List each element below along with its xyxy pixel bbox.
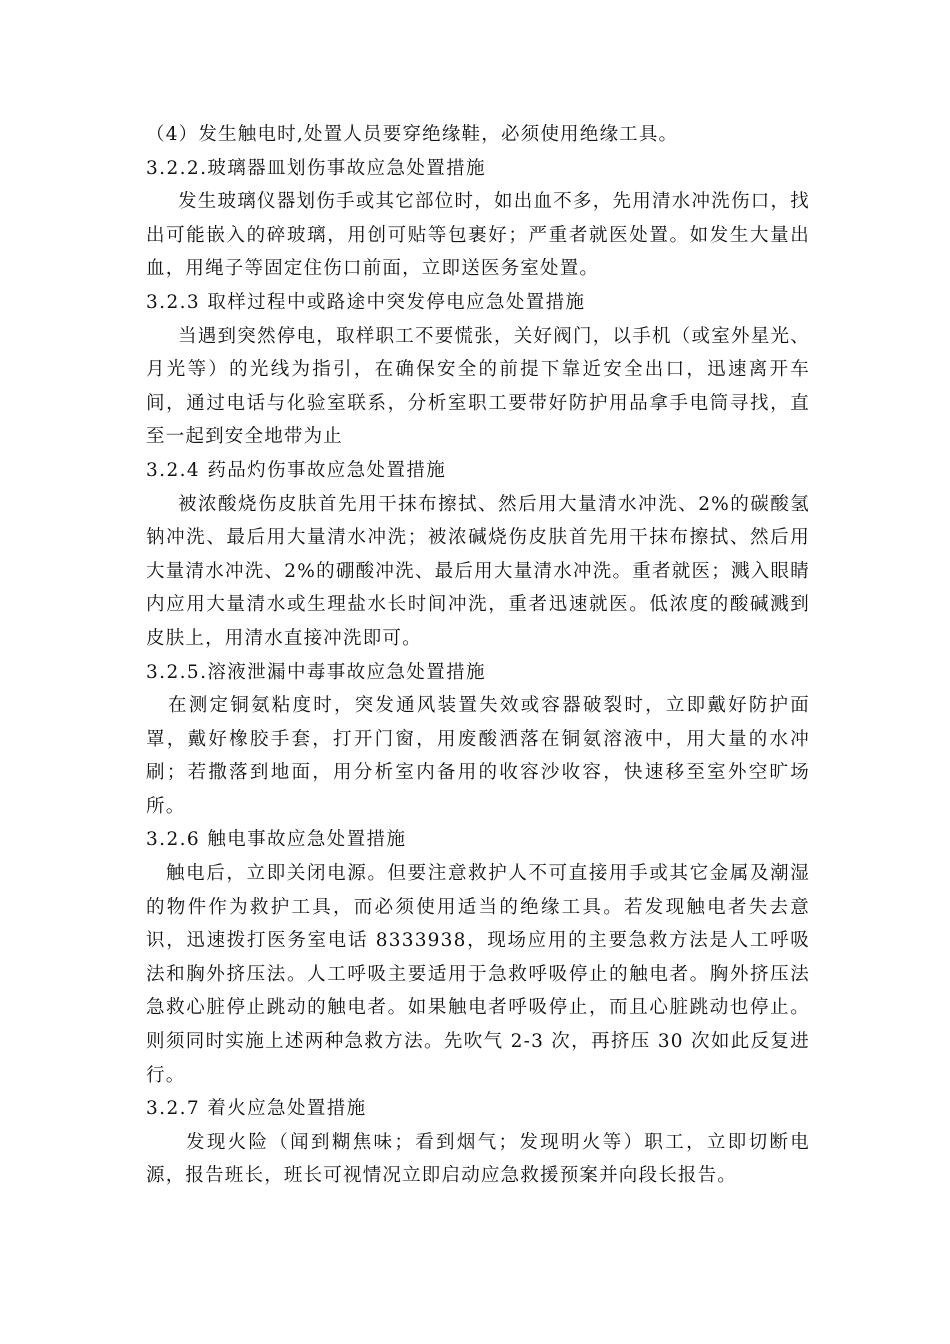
paragraph-fire: 发现火险（闻到糊焦味；看到烟气；发现明火等）职工，立即切断电源，报告班长，班长可视情况立即启动应急救援预案并向段长报告。 <box>146 1131 810 1187</box>
section-heading-3-2-3: 3.2.3 取样过程中或路途中突发停电应急处置措施 <box>146 291 586 313</box>
paragraph-power-outage: 当遇到突然停电，取样职工不要慌张，关好阀门，以手机（或室外星光、月光等）的光线为指引，在确保安全的前提下靠近安全出口，迅速离开车间，通过电话与化验室联系，分析室职工要带好防护用品拿手电筒寻找，直至一起到安全地带为止 <box>146 325 810 448</box>
paragraph-electric-shock: 触电后，立即关闭电源。但要注意救护人不可直接用手或其它金属及潮湿的物件作为救护工具，而必须使用适当的绝缘工具。若发现触电者失去意识，迅速拨打医务室电话 8333938，现场应用的主要急救方法是人工呼吸法和胸外挤压法。人工呼吸主要适用于急救呼吸停止的触电者。胸外挤压法急救心脏停止跳动的触电者。如果触电者呼吸停止，而且心脏跳动也停止。则须同时实施上述两种急救方法。先吹气 2-3 次，再挤压 30 次如此反复进行。 <box>146 863 810 1086</box>
paragraph-chemical-burn: 被浓酸烧伤皮肤首先用干抹布擦拭、然后用大量清水冲洗、2%的碳酸氢钠冲洗、最后用大量清水冲洗；被浓碱烧伤皮肤首先用干抹布擦拭、然后用大量清水冲洗、2%的硼酸冲洗、最后用大量清水冲洗。重者就医；溅入眼睛内应用大量清水或生理盐水长时间冲洗，重者迅速就医。低浓度的酸碱溅到皮肤上，用清水直接冲洗即可。 <box>146 493 810 649</box>
paragraph-solution-leak: 在测定铜氨粘度时，突发通风装置失效或容器破裂时，立即戴好防护面罩，戴好橡胶手套，打开门窗，用废酸洒落在铜氨溶液中，用大量的水冲刷；若撒落到地面，用分析室内备用的收容沙收容，快速移至室外空旷场所。 <box>146 695 810 817</box>
section-heading-3-2-2: 3.2.2.玻璃器皿划伤事故应急处置措施 <box>146 157 486 179</box>
paragraph-glass-cut: 发生玻璃仪器划伤手或其它部位时，如出血不多，先用清水冲洗伤口，找出可能嵌入的碎玻璃，用创可贴等包裹好；严重者就医处置。如发生大量出血，用绳子等固定住伤口前面，立即送医务室处置。 <box>146 191 810 280</box>
section-heading-3-2-6: 3.2.6 触电事故应急处置措施 <box>146 829 407 851</box>
section-heading-3-2-5: 3.2.5.溶液泄漏中毒事故应急处置措施 <box>146 661 486 683</box>
section-heading-3-2-4: 3.2.4 药品灼伤事故应急处置措施 <box>146 459 447 481</box>
item-4-electric-shock-note: （4）发生触电时,处置人员要穿绝缘鞋，必须使用绝缘工具。 <box>146 124 679 145</box>
document-body <box>146 118 810 1193</box>
section-heading-3-2-7: 3.2.7 着火应急处置措施 <box>146 1098 367 1120</box>
